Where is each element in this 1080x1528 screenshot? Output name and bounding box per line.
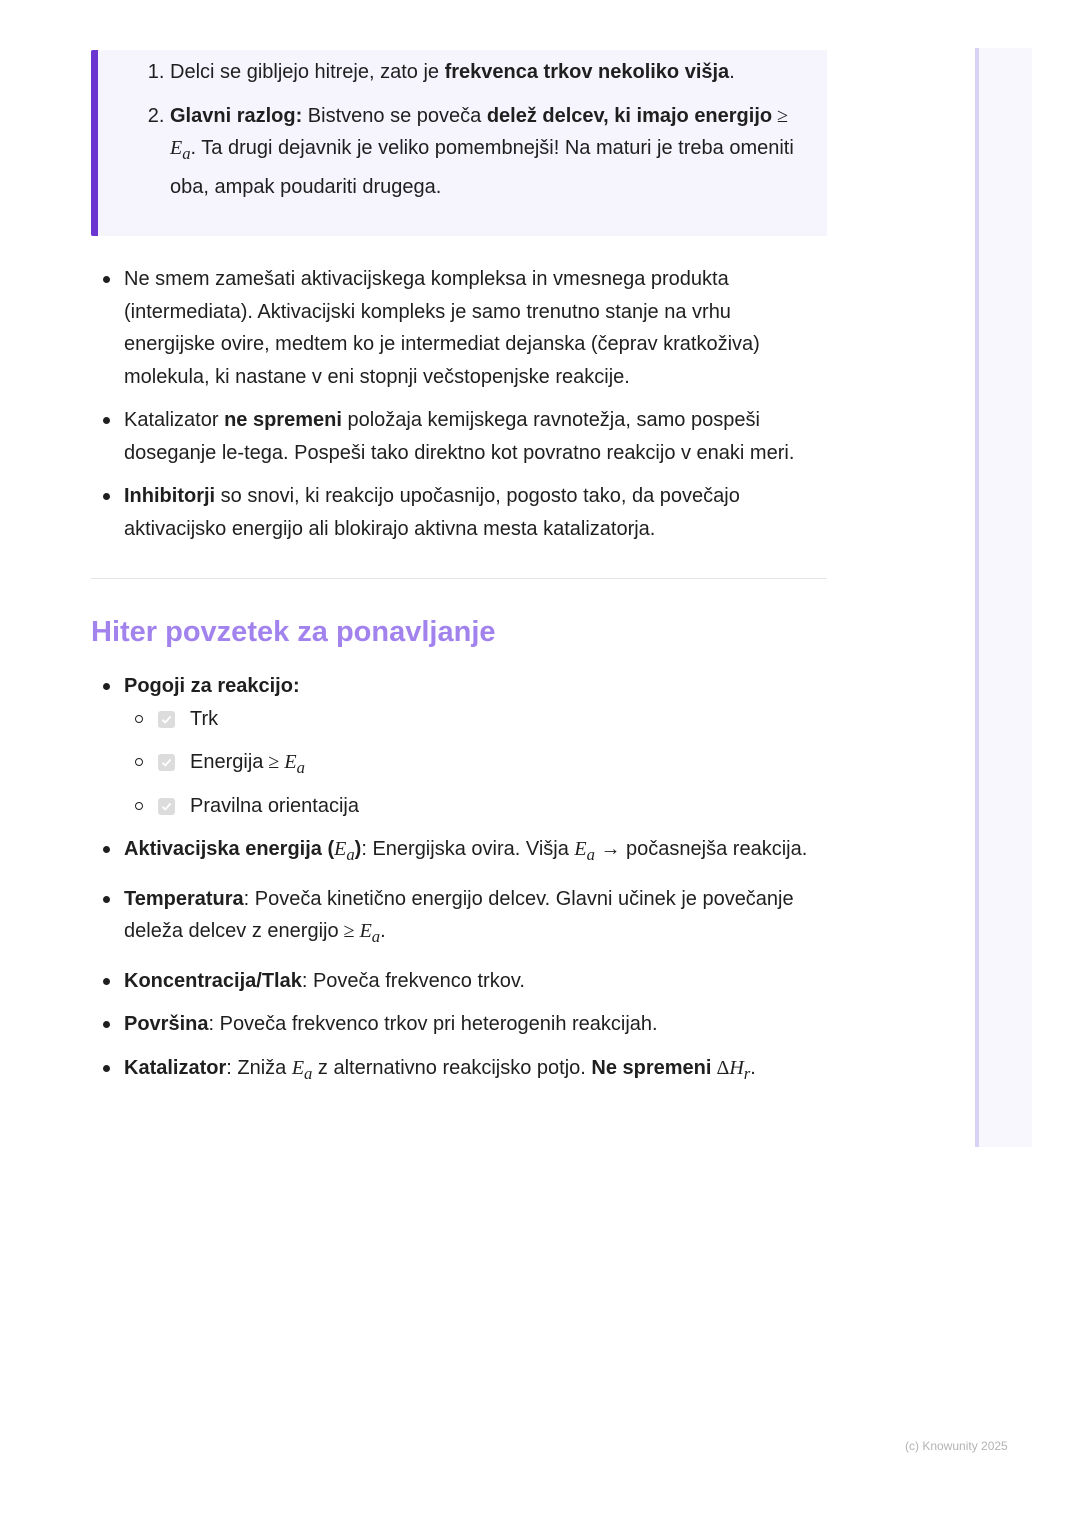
concentration-label: Koncentracija/Tlak <box>124 969 302 992</box>
callout-item-2-lead: Glavni razlog: <box>170 104 303 127</box>
note-1-text: Ne smem zamešati aktivacijskega kompleksa in vmesnega produkta (intermediata). Aktivacijski kompleks je samo trenutno stanje na vrhu energijske ovire, medtem ko je intermediat dejanska (čeprav kratkoživa) molekula, ki nastane v eni stopnji večstopenjske reakcije. <box>124 268 760 388</box>
math-e: E <box>574 838 587 860</box>
math-sub-a: a <box>304 1063 313 1083</box>
note-3-bold: Inhibitorji <box>124 485 216 507</box>
geq-symbol: ≥ <box>772 104 789 127</box>
catalyst-text-end: . <box>750 1056 756 1079</box>
note-catalyst-equilibrium <box>124 404 824 469</box>
catalyst-text: : Zniža <box>226 1056 292 1079</box>
temperature-text-end: . <box>380 920 386 942</box>
checklist-item-label: Energija <box>190 751 264 773</box>
right-sidebar <box>975 48 1032 1147</box>
notes-list <box>124 263 824 556</box>
note-inhibitors <box>124 480 824 545</box>
callout-item-1-text: Delci se gibljejo hitreje, zato je <box>170 61 445 83</box>
catalyst-label: Katalizator <box>124 1056 227 1079</box>
geq-symbol: ≥ <box>263 751 285 773</box>
callout-item-1-end: . <box>729 61 735 83</box>
summary-activation-energy <box>124 833 824 872</box>
callout-list <box>148 56 810 214</box>
ea-text: : Energijska ovira. Višja <box>361 838 575 860</box>
callout-item-2-bold: delež delcev, ki imajo energijo <box>486 104 773 127</box>
checklist-item-label: Pravilna orientacija <box>190 794 359 817</box>
math-h: H <box>729 1056 744 1079</box>
math-sub-a: a <box>586 845 595 864</box>
ea-label-close: ) <box>354 838 362 860</box>
math-e: E <box>334 838 347 860</box>
math-e: E <box>359 920 372 942</box>
callout-item-2-end: . Ta drugi dejavnik je veliko pomembnejši! Na maturi je treba omeniti oba, ampak poudariti drugega. <box>170 137 794 198</box>
summary-heading: Hiter povzetek za ponavljanje <box>91 616 496 648</box>
note-2-bold: ne spremeni <box>224 409 342 431</box>
math-e: E <box>291 1056 305 1079</box>
callout-item-2 <box>170 100 810 204</box>
conditions-label: Pogoji za reakcijo: <box>124 675 300 697</box>
geq-symbol: ≥ <box>338 920 360 942</box>
checklist-item-energy <box>124 746 824 779</box>
ea-text-end: → počasnejša reakcija. <box>594 838 808 860</box>
delta-symbol: Δ <box>711 1056 730 1079</box>
checkbox-checked-icon[interactable] <box>158 798 175 815</box>
checklist-item-label: Trk <box>190 707 219 730</box>
summary-temperature <box>124 883 824 954</box>
surface-text: : Poveča frekvenco trkov pri heterogenih reakcijah. <box>208 1013 658 1035</box>
note-2-text: Katalizator <box>124 409 225 431</box>
summary-conditions <box>124 670 824 822</box>
summary-concentration <box>124 965 824 998</box>
summary-list <box>124 670 824 1101</box>
callout-box <box>91 50 827 236</box>
checkbox-checked-icon[interactable] <box>158 711 175 728</box>
callout-item-2-text: Bistveno se poveča <box>302 104 487 127</box>
note-2-end: položaja kemijskega ravnotežja, samo pospeši doseganje le-tega. Pospeši tako direktno kot povratno reakcijo v enaki meri. <box>124 409 795 464</box>
math-sub-a: a <box>371 927 381 946</box>
note-complex-vs-intermediate <box>124 263 824 393</box>
checkbox-checked-icon[interactable] <box>158 754 175 771</box>
temperature-label: Temperatura <box>124 887 244 910</box>
summary-catalyst <box>124 1052 824 1091</box>
copyright-footer: (c) Knowunity 2025 <box>905 1439 1008 1453</box>
callout-item-1 <box>170 56 810 89</box>
math-sub-a: a <box>346 845 355 864</box>
math-sub-r: r <box>743 1063 751 1083</box>
section-divider <box>91 578 827 579</box>
surface-label: Površina <box>124 1013 209 1035</box>
catalyst-text-2: z alternativno reakcijsko potjo. <box>312 1056 592 1079</box>
callout-item-1-bold: frekvenca trkov nekoliko višja <box>444 61 730 83</box>
math-sub-a: a <box>296 758 305 777</box>
math-e: E <box>170 137 183 159</box>
math-sub-a: a <box>182 144 191 163</box>
temperature-text: : Poveča kinetično energijo delcev. Glavni učinek je povečanje deleža delcev z energijo <box>124 887 794 942</box>
catalyst-bold-2: Ne spremeni <box>591 1056 712 1079</box>
conditions-checklist <box>124 703 824 823</box>
checklist-item-collision <box>124 703 824 736</box>
checklist-item-orientation <box>124 790 824 823</box>
note-3-text: so snovi, ki reakcijo upočasnijo, pogosto tako, da povečajo aktivacijsko energijo ali blokirajo aktivna mesta katalizatorja. <box>124 485 740 540</box>
summary-surface <box>124 1008 824 1041</box>
math-e: E <box>284 751 297 773</box>
concentration-text: : Poveča frekvenco trkov. <box>301 969 525 992</box>
ea-label: Aktivacijska energija ( <box>124 838 335 860</box>
